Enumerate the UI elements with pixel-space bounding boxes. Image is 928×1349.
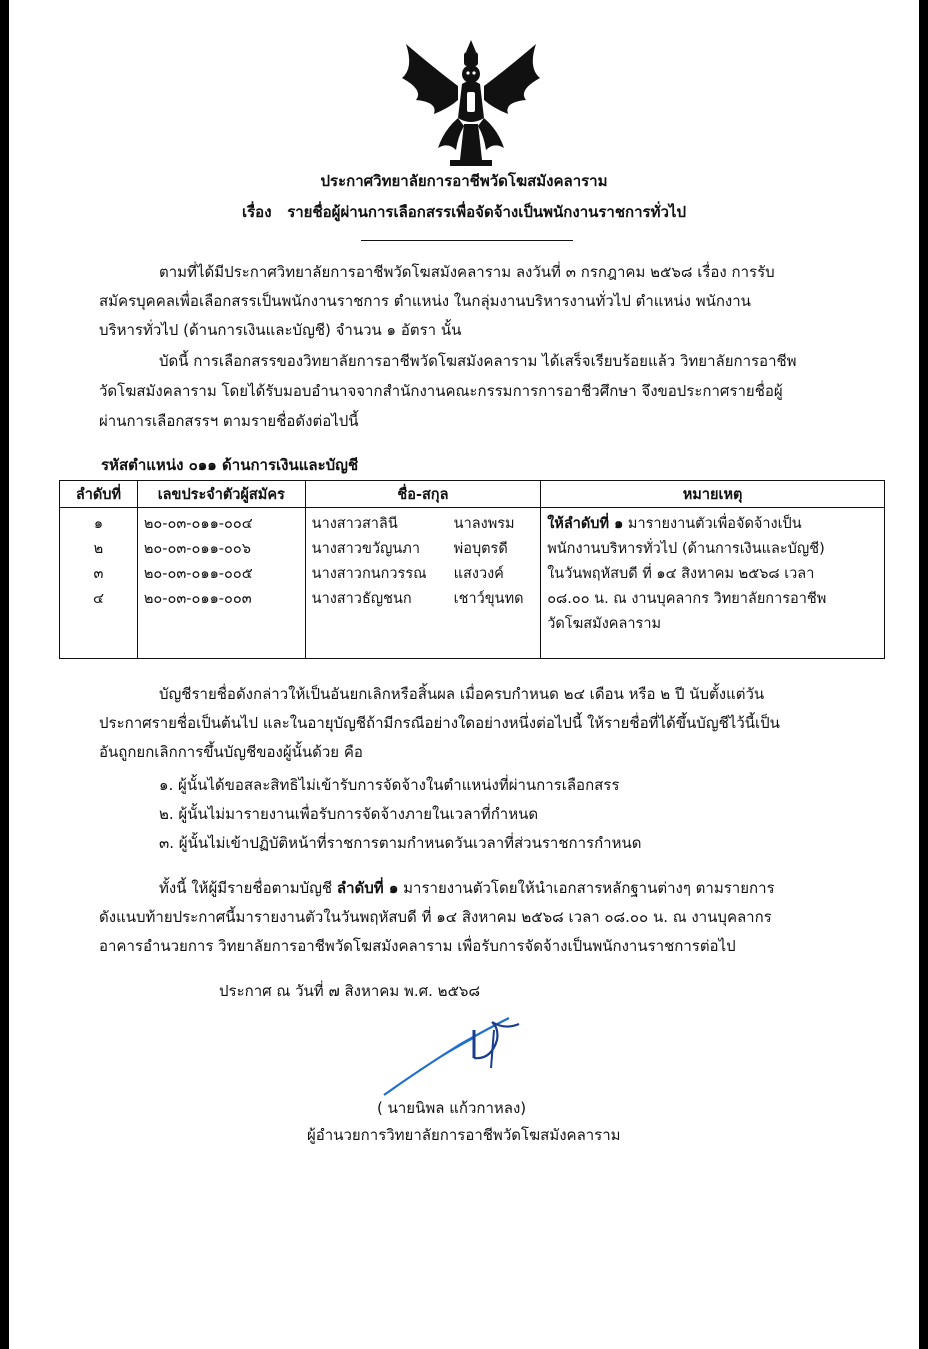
para3-line: ประกาศรายชื่อเป็นต้นไป และในอายุบัญชีถ้ามีกรณีอย่างใดอย่างหนึ่งต่อไปนี้ ให้รายชื่อที่ได้ขึ้นบัญชีไว้นี้เป็น bbox=[99, 714, 780, 732]
intro-line: ตามที่ได้มีประกาศวิทยาลัยการอาชีพวัดโฆสมังคลาราม ลงวันที่ ๓ กรกฎาคม ๒๕๖๘ เรื่อง การรับ bbox=[159, 263, 775, 281]
col-header-remark: หมายเหตุ bbox=[541, 481, 885, 508]
signature-image bbox=[379, 1000, 549, 1100]
first-name: นางสาวสาลินี bbox=[311, 516, 398, 532]
para4-line bbox=[159, 877, 775, 899]
intro-line: บริหารทั่วไป (ด้านการเงินและบัญชี) จำนวน ๑ อัตรา นั้น bbox=[99, 321, 462, 339]
para3-line: อันถูกยกเลิกการขึ้นบัญชีของผู้นั้นด้วย คือ bbox=[99, 743, 363, 761]
applicant-id: ๒๐-๐๓-๐๑๑-๐๐๔ bbox=[143, 516, 253, 532]
intro-line: สมัครบุคคลเพื่อเลือกสรรเป็นพนักงานราชการ ตำแหน่ง ในกลุ่มงานบริหารงานทั่วไป ตำแหน่ง พนักงาน bbox=[99, 292, 751, 310]
order-number: ๒ bbox=[93, 541, 104, 557]
remark-line: ในวันพฤหัสบดี ที่ ๑๔ สิงหาคม ๒๕๖๘ เวลา bbox=[547, 566, 815, 582]
signer-title: ผู้อำนวยการวิทยาลัยการอาชีพวัดโฆสมังคลาราม bbox=[307, 1126, 621, 1144]
para4-line: ดังแนบท้ายประกาศนี้มารายงานตัวในวันพฤหัสบดี ที่ ๑๔ สิงหาคม ๒๕๖๘ เวลา ๐๘.๐๐ น. ณ งานบุคลากร bbox=[99, 908, 772, 926]
remark-line: วัดโฆสมังคลาราม bbox=[547, 616, 662, 632]
applicant-id-column bbox=[137, 508, 305, 659]
para2-line: บัดนี้ การเลือกสรรของวิทยาลัยการอาชีพวัดโฆสมังคลาราม ได้เสร็จเรียบร้อยแล้ว วิทยาลัยการอาชีพ bbox=[159, 352, 797, 370]
col-header-name: ชื่อ-สกุล bbox=[305, 481, 541, 508]
position-heading: รหัสตำแหน่ง ๐๑๑ ด้านการเงินและบัญชี bbox=[101, 456, 359, 474]
garuda-emblem-icon bbox=[394, 38, 549, 168]
title-divider bbox=[361, 240, 573, 241]
order-number: ๓ bbox=[93, 566, 104, 582]
para2-line: วัดโฆสมังคลาราม โดยได้รับมอบอำนาจจากสำนักงานคณะกรรมการการอาชีวศึกษา จึงขอประกาศรายชื่อผู้ bbox=[99, 382, 783, 400]
remark-bold: ให้ลำดับที่ ๑ bbox=[547, 516, 624, 532]
condition-item: ๑. ผู้นั้นได้ขอสละสิทธิไม่เข้ารับการจัดจ้างในตำแหน่งที่ผ่านการเลือกสรร bbox=[159, 776, 620, 794]
last-name: เชาว์ขุนทด bbox=[453, 591, 524, 607]
para4-start: ทั้งนี้ ให้ผู้มีรายชื่อตามบัญชี bbox=[159, 879, 337, 897]
col-header-no: ลำดับที่ bbox=[60, 481, 138, 508]
para4-end: มารายงานตัวโดยให้นำเอกสารหลักฐานต่างๆ ตามรายการ bbox=[398, 879, 775, 897]
first-name: นางสาวขวัญนภา bbox=[311, 541, 420, 557]
para2-line: ผ่านการเลือกสรรฯ ตามรายชื่อดังต่อไปนี้ bbox=[99, 412, 359, 430]
signer-name: ( นายนิพล แก้วกาหลง) bbox=[377, 1099, 527, 1117]
last-name: พ่อบุตรดี bbox=[453, 541, 508, 557]
name-column bbox=[305, 508, 541, 659]
applicant-id: ๒๐-๐๓-๐๑๑-๐๐๕ bbox=[143, 566, 253, 582]
order-number: ๔ bbox=[92, 591, 104, 607]
remark-line bbox=[547, 512, 878, 537]
first-name: นางสาวกนกวรรณ bbox=[311, 566, 427, 582]
announcement-title: ประกาศวิทยาลัยการอาชีพวัดโฆสมังคลาราม bbox=[320, 172, 608, 190]
remark-text: มารายงานตัวเพื่อจัดจ้างเป็น bbox=[623, 516, 802, 532]
candidate-name bbox=[312, 562, 535, 587]
table-body-row bbox=[60, 508, 885, 659]
document-page bbox=[9, 0, 919, 1349]
last-name: นาลงพรม bbox=[453, 516, 515, 532]
announcement-subject bbox=[9, 201, 919, 223]
last-name: แสงวงค์ bbox=[453, 566, 504, 582]
candidate-name bbox=[312, 587, 535, 612]
candidate-name bbox=[312, 537, 535, 562]
order-column bbox=[60, 508, 138, 659]
applicant-id: ๒๐-๐๓-๐๑๑-๐๐๖ bbox=[143, 541, 251, 557]
candidate-name bbox=[312, 512, 535, 537]
para3-line: บัญชีรายชื่อดังกล่าวให้เป็นอันยกเลิกหรือสิ้นผล เมื่อครบกำหนด ๒๔ เดือน หรือ ๒ ปี นับตั้งแต่วัน bbox=[159, 685, 765, 703]
candidate-table bbox=[59, 480, 885, 659]
col-header-id: เลขประจำตัวผู้สมัคร bbox=[137, 481, 305, 508]
first-name: นางสาวธัญชนก bbox=[311, 591, 412, 607]
para4-bold: ลำดับที่ ๑ bbox=[336, 879, 399, 897]
subject-label: เรื่อง bbox=[242, 203, 272, 221]
announce-date: ประกาศ ณ วันที่ ๗ สิงหาคม พ.ศ. ๒๕๖๘ bbox=[219, 982, 481, 1000]
subject-text: รายชื่อผู้ผ่านการเลือกสรรเพื่อจัดจ้างเป็นพนักงานราชการทั่วไป bbox=[287, 203, 686, 221]
remark-line: ๐๘.๐๐ น. ณ งานบุคลากร วิทยาลัยการอาชีพ bbox=[547, 591, 827, 607]
table-header-row bbox=[60, 481, 885, 508]
para4-line: อาคารอำนวยการ วิทยาลัยการอาชีพวัดโฆสมังคลาราม เพื่อรับการจัดจ้างเป็นพนักงานราชการต่อไป bbox=[99, 937, 736, 955]
order-number: ๑ bbox=[93, 516, 104, 532]
remark-column bbox=[541, 508, 885, 659]
condition-item: ๒. ผู้นั้นไม่มารายงานเพื่อรับการจัดจ้างภายในเวลาที่กำหนด bbox=[159, 805, 539, 823]
remark-line: พนักงานบริหารทั่วไป (ด้านการเงินและบัญชี) bbox=[547, 541, 825, 557]
applicant-id: ๒๐-๐๓-๐๑๑-๐๐๓ bbox=[143, 591, 252, 607]
condition-item: ๓. ผู้นั้นไม่เข้าปฏิบัติหน้าที่ราชการตามกำหนดวันเวลาที่ส่วนราชการกำหนด bbox=[159, 834, 642, 852]
